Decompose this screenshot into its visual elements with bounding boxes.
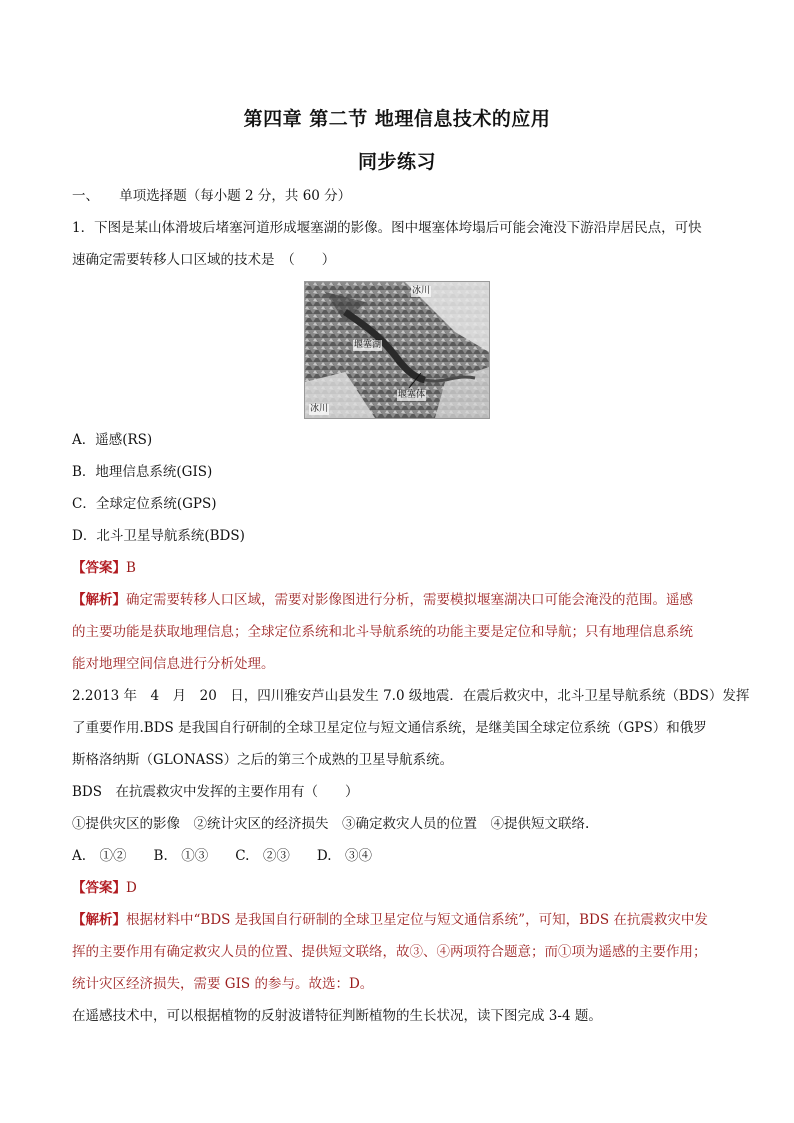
q1-answer-line xyxy=(72,558,724,578)
q2-answer-line xyxy=(72,878,724,898)
q2-answer-value: D xyxy=(126,880,137,896)
q1-analysis-line3: 能对地理空间信息进行分析处理。 xyxy=(72,656,275,672)
dammed-lake-satellite-image xyxy=(304,281,490,419)
section-header: 一、 单项选择题（每小题 2 分，共 60 分） xyxy=(72,188,352,204)
q1-stem-line1: 1．下图是某山体滑坡后堵塞河道形成堰塞湖的影像。图中堰塞体垮塌后可能会淹没下游沿岸居民点，可快 xyxy=(72,220,702,236)
q1-analysis-label: 【解析】 xyxy=(72,592,126,608)
glacier-label-bottom: 冰川 xyxy=(310,404,329,414)
q2-stem-line3: 斯格洛纳斯（GLONASS）之后的第三个成熟的卫星导航系统。 xyxy=(72,752,454,768)
q1-answer-label: 【答案】 xyxy=(72,560,126,576)
q1-option-b: B．地理信息系统(GIS) xyxy=(72,464,213,480)
q2-options: A. ①② B. ①③ C. ②③ D. ③④ xyxy=(72,848,373,864)
q2-analysis-line1 xyxy=(72,910,724,930)
q2-analysis-text1: 根据材料中“BDS 是我国自行研制的全球卫星定位与短文通信系统”，可知，BDS 在抗震救灾中发 xyxy=(126,912,708,928)
q2-analysis-line2: 挥的主要作用有确定救灾人员的位置、提供短文联络，故③、④两项符合题意；而①项为遥感的主要作用； xyxy=(72,944,707,960)
q1-option-d: D．北斗卫星导航系统(BDS) xyxy=(72,528,245,544)
q1-analysis-text1: 确定需要转移人口区域，需要对影像图进行分析，需要模拟堰塞湖决口可能会淹没的范围。遥感 xyxy=(126,592,693,608)
q1-option-c: C．全球定位系统(GPS) xyxy=(72,496,217,512)
dammed-lake-label: 堰塞湖 xyxy=(354,340,382,350)
q1-analysis-line1 xyxy=(72,590,724,610)
q1-answer-value: B xyxy=(126,560,136,576)
q2-analysis-line3: 统计灾区经济损失，需要 GIS 的参与。故选：D。 xyxy=(72,976,374,992)
q2-stem-line1: 2.2013 年 4 月 20 日，四川雅安芦山县发生 7.0 级地震．在震后救灾中，北斗卫星导航系统（BDS）发挥 xyxy=(72,688,750,704)
dam-body-label: 堰塞体 xyxy=(398,390,426,400)
page-subtitle: 同步练习 xyxy=(357,151,436,173)
q2-items: ①提供灾区的影像 ②统计灾区的经济损失 ③确定救灾人员的位置 ④提供短文联络. xyxy=(72,816,590,832)
q2-analysis-label: 【解析】 xyxy=(72,912,126,928)
q2-answer-label: 【答案】 xyxy=(72,880,126,896)
q1-stem-line2: 速确定需要转移人口区域的技术是 （ ） xyxy=(72,252,336,268)
q1-analysis-line2: 的主要功能是获取地理信息；全球定位系统和北斗导航系统的功能主要是定位和导航；只有地理信息系统 xyxy=(72,624,693,640)
q1-option-a: A．遥感(RS) xyxy=(72,432,153,448)
q3-intro: 在遥感技术中，可以根据植物的反射波谱特征判断植物的生长状况，读下图完成 3-4 题。 xyxy=(72,1008,602,1024)
q2-stem-line2: 了重要作用.BDS 是我国自行研制的全球卫星定位与短文通信系统，是继美国全球定位系统（GPS）和俄罗 xyxy=(72,720,707,736)
glacier-label-top: 冰川 xyxy=(412,286,431,296)
q2-question: BDS 在抗震救灾中发挥的主要作用有（ ） xyxy=(72,784,359,800)
page-title: 第四章 第二节 地理信息技术的应用 xyxy=(243,108,551,130)
